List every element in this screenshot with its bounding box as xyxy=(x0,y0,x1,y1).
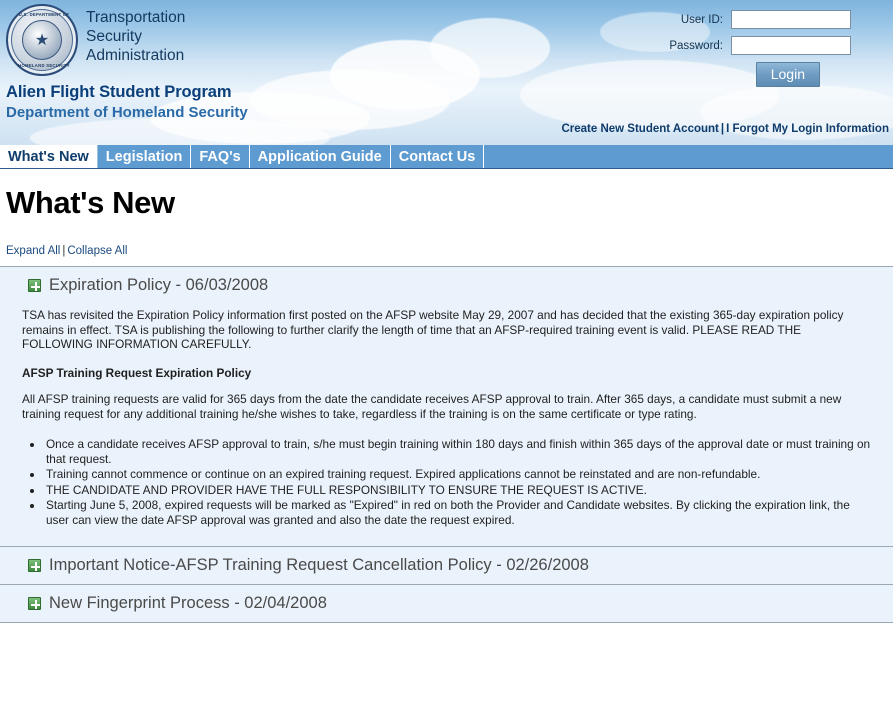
expand-separator: | xyxy=(62,245,66,257)
header-utility-links xyxy=(561,123,889,135)
tab-faqs[interactable]: FAQ's xyxy=(191,145,249,168)
seal-text-bottom: HOMELAND SECURITY xyxy=(18,63,70,68)
expand-plus-icon[interactable] xyxy=(28,279,41,292)
dhs-seal-icon xyxy=(6,4,78,76)
login-button-wrap xyxy=(581,62,851,87)
accordion-panel-expiration-policy xyxy=(0,267,893,547)
accordion-panel-cancellation-policy xyxy=(0,547,893,585)
expand-plus-icon[interactable] xyxy=(28,597,41,610)
agency-name xyxy=(86,8,185,65)
create-new-student-account-link[interactable]: Create New Student Account xyxy=(561,123,719,135)
accordion-header-cancellation-policy[interactable] xyxy=(0,547,893,584)
list-item: • Once a candidate receives AFSP approval to train, s/he must begin training within 180 days and finish within 365 days of the approval date or must training on that request. xyxy=(44,437,875,466)
accordion-header-expiration-policy[interactable] xyxy=(0,267,893,304)
password-input[interactable] xyxy=(731,36,851,55)
login-button[interactable]: Login xyxy=(756,62,820,87)
password-row xyxy=(581,36,851,55)
user-id-label: User ID: xyxy=(680,13,723,26)
tab-whats-new[interactable]: What's New xyxy=(0,145,98,168)
expand-plus-icon[interactable] xyxy=(28,559,41,572)
page-title: What's New xyxy=(6,185,175,220)
header-branding xyxy=(0,0,420,145)
agency-line-1: Transportation xyxy=(86,9,186,26)
body-paragraph: All AFSP training requests are valid for 365 days from the date the candidate receives AFSP approval to train. After 365 days, a candidate must submit a new training request for any additional training he/she wishes to take, regardless if the training is on the same certificate or type rating. xyxy=(22,392,842,421)
forgot-login-link[interactable]: I Forgot My Login Information xyxy=(726,123,889,135)
user-id-row xyxy=(581,10,851,29)
accordion-title: New Fingerprint Process - 02/04/2008 xyxy=(49,594,327,612)
intro-paragraph: TSA has revisited the Expiration Policy information first posted on the AFSP website May 29, 2007 and has decided that the existing 365-day expiration policy remains in effect. TSA is publishing the following to further clarify the length of time that an AFSP-required training event is valid. PLEASE READ THE FOLLOWING INFORMATION CAREFULLY. xyxy=(22,308,844,351)
accordion-panel-fingerprint-process xyxy=(0,585,893,623)
accordion-header-fingerprint-process[interactable] xyxy=(0,585,893,622)
user-id-input[interactable] xyxy=(731,10,851,29)
agency-line-3: Administration xyxy=(86,47,185,64)
program-title: Alien Flight Student Program xyxy=(6,83,232,101)
link-separator: | xyxy=(720,123,725,135)
list-item: • THE CANDIDATE AND PROVIDER HAVE THE FULL RESPONSIBILITY TO ENSURE THE REQUEST IS ACTIVE. xyxy=(44,483,875,498)
expand-all-link[interactable]: Expand All xyxy=(6,245,61,257)
list-item: • Starting June 5, 2008, expired requests will be marked as "Expired" in red on both the Provider and Candidate websites. By clicking the expiration link, the user can view the date AFSP approval was granted and also the date the request expired. xyxy=(44,498,875,527)
body-subheading: AFSP Training Request Expiration Policy xyxy=(22,365,252,380)
accordion-title: Expiration Policy - 06/03/2008 xyxy=(49,276,269,294)
program-subtitle: Department of Homeland Security xyxy=(6,104,248,121)
login-form xyxy=(581,10,851,87)
agency-line-2: Security xyxy=(86,28,142,45)
tab-legislation[interactable]: Legislation xyxy=(98,145,192,168)
main-navigation xyxy=(0,145,893,169)
cloud-decoration xyxy=(430,18,550,78)
policy-bullet-list xyxy=(22,437,875,527)
site-header xyxy=(0,0,893,145)
collapse-all-link[interactable]: Collapse All xyxy=(67,245,128,257)
expand-collapse-controls xyxy=(6,245,893,257)
password-label: Password: xyxy=(669,39,723,52)
accordion-body-expiration-policy xyxy=(0,304,893,546)
tab-contact-us[interactable]: Contact Us xyxy=(391,145,485,168)
main-content xyxy=(0,185,893,623)
tab-application-guide[interactable]: Application Guide xyxy=(250,145,391,168)
accordion-title: Important Notice-AFSP Training Request Cancellation Policy - 02/26/2008 xyxy=(49,556,589,574)
list-item: • Training cannot commence or continue on an expired training request. Expired applications cannot be reinstated and are non-refundable. xyxy=(44,467,875,482)
seal-text-top: U.S. DEPARTMENT OF xyxy=(18,12,70,17)
eagle-icon: ★ xyxy=(34,32,50,50)
